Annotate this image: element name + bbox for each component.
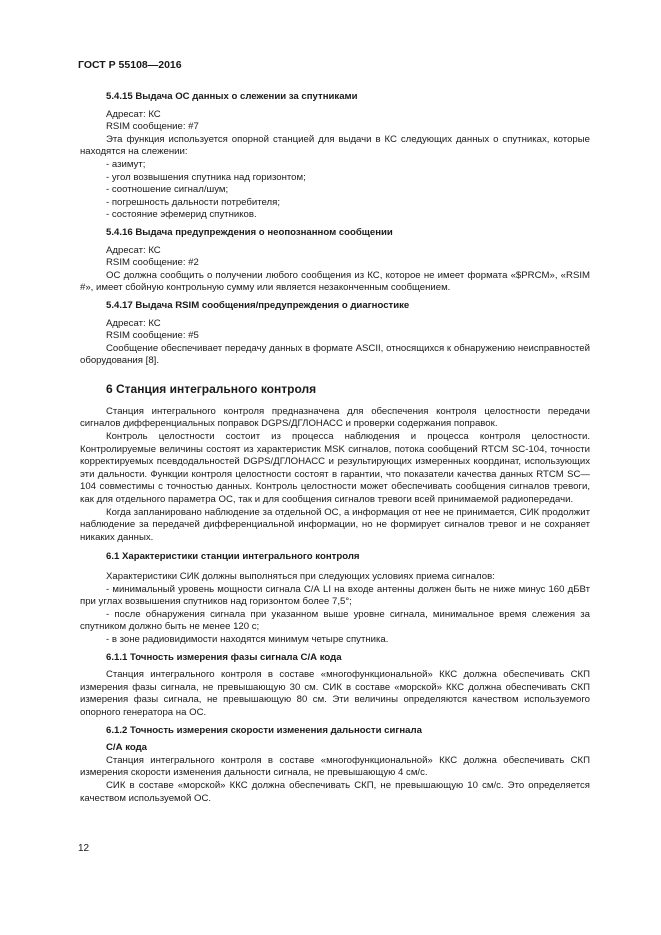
list-item: - угол возвышения спутника над горизонтом; [106,171,306,183]
document-header: ГОСТ Р 55108—2016 [78,59,182,71]
section-6-1-1-text: Станция интегрального контроля в составе «многофункциональной» ККС должна обеспечивать СКП измерения фазы сигнала, не превышающую 30 см. СИК в составе «морской» ККС должна обеспечивать СКП измерения фазы сигнала, не превышающую 80 см. Эти величины определяются качеством используемого опорного генератора на ОС. [80,669,590,718]
section-6-1-2-title: 6.1.2 Точность измерения скорости изменения дальности сигнала [106,724,422,736]
section-5-4-15-title: 5.4.15 Выдача ОС данных о слежении за спутниками [106,91,358,102]
list-item: - минимальный уровень мощности сигнала С/А LI на входе антенны должен быть не ниже минус 160 дБВт при углах возвышения спутников над горизонтом более 7,5°; [80,583,590,608]
list-item: - азимут; [106,158,146,170]
document-body [80,91,590,805]
section-5-4-16-addressee: Адресат: КС [106,244,161,256]
section-5-4-15-message: RSIM сообщение: #7 [106,121,199,133]
list-item: - погрешность дальности потребителя; [106,196,281,208]
section-5-4-17-message: RSIM сообщение: #5 [106,330,199,342]
section-6-paragraph: Когда запланировано наблюдение за отдельной ОС, а информация от нее не принимается, СИК продолжит наблюдение за передачей дифференциальной информации, но не формирует сигналов тревог и не сохраняет никаких данных. [80,506,590,543]
section-5-4-15-addressee: Адресат: КС [106,108,161,120]
section-6-1-intro: Характеристики СИК должны выполняться при следующих условиях приема сигналов: [106,571,495,582]
section-5-4-17-title: 5.4.17 Выдача RSIM сообщения/предупреждения о диагностике [106,299,410,311]
page-number: 12 [78,843,90,854]
section-6-1-1-title: 6.1.1 Точность измерения фазы сигнала С/А кода [106,651,342,663]
section-6-paragraph: Контроль целостности состоит из процесса наблюдения и процесса контроля целостности. Контролируемые величины состоят из характеристик MSK сигналов, потока сообщений RTCM SC-104, точности корректируемых псевдодальностей DGPS/ДГЛОНАСС и результирующих измеренных координат, использующих эти дальности. Функции контроля целостности состоят в гарантии, что показатели качества данных RTCM SC—104 совместимы с точностью данных. Контроль целостности может обеспечивать сообщения сигналов тревоги, как для отдельного параметра ОС, так и для сообщения сигналов тревоги всей принимаемой радиопередачи. [80,431,590,506]
section-5-4-15-text: Эта функция используется опорной станцией для выдачи в КС следующих данных о спутниках, которые находятся на слежении: [80,133,590,158]
section-5-4-16-message: RSIM сообщение: #2 [106,257,199,269]
list-item: - в зоне радиовидимости находятся минимум четыре спутника. [106,633,389,645]
section-6-title: 6 Станция интегрального контроля [106,381,317,396]
section-6-1-2-paragraph: СИК в составе «морской» ККС должна обеспечивать СКП, не превышающую 10 см/с. Это определяется качеством используемой ОС. [80,779,590,804]
section-6-1-2-paragraph: Станция интегрального контроля в составе «многофункциональной» ККС должна обеспечивать СКП измерения скорости изменения дальности сигнала, не превышающую 4 см/с. [80,754,590,779]
section-6-1-title: 6.1 Характеристики станции интегрального контроля [106,551,360,563]
section-5-4-17-addressee: Адресат: КС [106,317,161,329]
list-item: - состояние эфемерид спутников. [106,209,257,221]
section-5-4-16-text: ОС должна сообщить о получении любого сообщения из КС, которое не имеет формата «$PRCM», «RSIM #», имеет сбойную контрольную сумму или является незаконченным сообщением. [80,269,590,294]
section-5-4-17-text: Сообщение обеспечивает передачу данных в формате ASCII, относящихся к обнаружению неисправностей оборудования [8]. [80,342,590,367]
section-6-paragraph: Станция интегрального контроля предназначена для обеспечения контроля целостности передачи сигналов дифференциальных поправок DGPS/ДГЛОНАСС и проверки содержания поправок. [80,405,590,430]
section-5-4-16-title: 5.4.16 Выдача предупреждения о неопознанном сообщении [106,226,393,238]
section-6-1-2-title-continued: С/А кода [106,742,148,754]
list-item: - после обнаружения сигнала при указанном выше уровне сигнала, минимальное время слежения за спутником должно быть не менее 120 с; [80,608,590,633]
list-item: - соотношение сигнал/шум; [106,184,229,196]
